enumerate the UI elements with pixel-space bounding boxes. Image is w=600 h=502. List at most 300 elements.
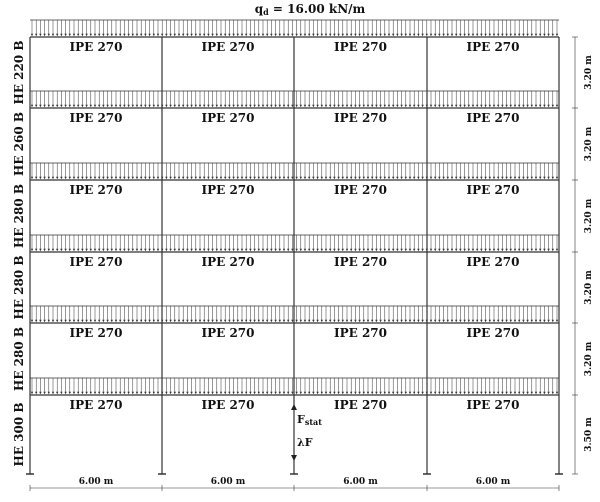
load-arrow-head	[455, 392, 457, 394]
load-arrow-head	[434, 249, 436, 251]
load-arrow-head	[308, 249, 310, 251]
load-arrow-head	[153, 34, 155, 36]
load-arrow-head	[384, 105, 386, 107]
beam-label: IPE 270	[69, 255, 123, 269]
load-arrow-head	[468, 392, 470, 394]
load-arrow-head	[157, 320, 159, 322]
load-arrow-head	[190, 249, 192, 251]
load-arrow-head	[94, 392, 96, 394]
load-arrow-head	[178, 177, 180, 179]
load-arrow-head	[442, 249, 444, 251]
load-arrow-head	[476, 105, 478, 107]
load-arrow-head	[69, 249, 71, 251]
load-arrow-head	[274, 105, 276, 107]
load-arrow-head	[442, 34, 444, 36]
load-arrow-head	[35, 34, 37, 36]
beam-label: IPE 270	[466, 183, 520, 197]
load-arrow-head	[337, 34, 339, 36]
load-arrow-head	[400, 392, 402, 394]
load-arrow-head	[510, 249, 512, 251]
load-arrow-head	[207, 34, 209, 36]
load-arrow-head	[258, 177, 260, 179]
load-arrow-head	[329, 320, 331, 322]
load-arrow-head	[363, 177, 365, 179]
load-arrow-head	[178, 105, 180, 107]
load-arrow-head	[476, 34, 478, 36]
load-arrow-head	[476, 177, 478, 179]
load-arrow-head	[300, 105, 302, 107]
load-arrow-head	[119, 392, 121, 394]
load-arrow-head	[123, 105, 125, 107]
load-arrow-head	[195, 392, 197, 394]
load-arrow-head	[52, 320, 54, 322]
load-arrow-head	[48, 249, 50, 251]
load-arrow-head	[102, 249, 104, 251]
load-arrow-head	[447, 34, 449, 36]
load-arrow-head	[543, 249, 545, 251]
load-arrow-head	[430, 34, 432, 36]
load-arrow-head	[216, 177, 218, 179]
beam-label: IPE 270	[466, 398, 520, 412]
load-arrow-head	[358, 320, 360, 322]
load-arrow-head	[153, 320, 155, 322]
load-arrow-head	[123, 34, 125, 36]
load-arrow-head	[81, 320, 83, 322]
load-arrow-head	[354, 320, 356, 322]
load-arrow-head	[253, 249, 255, 251]
load-arrow-head	[220, 249, 222, 251]
load-arrow-head	[73, 177, 75, 179]
load-arrow-head	[77, 320, 79, 322]
load-arrow-head	[522, 320, 524, 322]
load-arrow-head	[274, 392, 276, 394]
column-label: HE 260 B	[12, 111, 26, 177]
load-arrow-head	[73, 392, 75, 394]
bay-width-label: 6.00 m	[475, 477, 511, 487]
load-arrow-head	[493, 105, 495, 107]
load-arrow-head	[77, 105, 79, 107]
load-arrow-head	[417, 392, 419, 394]
load-arrow-head	[262, 177, 264, 179]
beam-label: IPE 270	[201, 40, 255, 54]
load-arrow-head	[535, 392, 537, 394]
load-arrow-head	[484, 249, 486, 251]
load-arrow-head	[405, 320, 407, 322]
load-arrow-head	[249, 392, 251, 394]
load-arrow-head	[325, 249, 327, 251]
load-arrow-head	[514, 177, 516, 179]
load-arrow-head	[77, 249, 79, 251]
load-arrow-head	[531, 34, 533, 36]
load-arrow-head	[375, 320, 377, 322]
load-arrow-head	[94, 34, 96, 36]
load-arrow-head	[531, 392, 533, 394]
load-arrow-head	[39, 34, 41, 36]
load-arrow-head	[556, 105, 558, 107]
load-arrow-head	[287, 177, 289, 179]
bay-width-label: 6.00 m	[343, 477, 378, 487]
load-arrow-head	[430, 177, 432, 179]
story-height-label: 3.20 m	[584, 341, 594, 377]
load-arrow-head	[157, 105, 159, 107]
load-arrow-head	[245, 320, 247, 322]
beam-label: IPE 270	[333, 398, 388, 412]
load-arrow-head	[531, 105, 533, 107]
load-arrow-head	[291, 34, 293, 36]
static-force-symbol: F	[297, 413, 305, 426]
load-arrow-head	[291, 177, 293, 179]
load-arrow-head	[207, 177, 209, 179]
load-arrow-head	[31, 177, 33, 179]
load-arrow-head	[354, 105, 356, 107]
load-arrow-head	[111, 177, 113, 179]
load-arrow-head	[346, 392, 348, 394]
beam-label: IPE 270	[333, 255, 388, 269]
load-arrow-head	[266, 34, 268, 36]
load-arrow-head	[409, 105, 411, 107]
load-arrow-head	[379, 34, 381, 36]
load-arrow-head	[279, 177, 281, 179]
load-arrow-head	[127, 177, 129, 179]
load-arrow-head	[535, 320, 537, 322]
load-arrow-head	[518, 249, 520, 251]
load-arrow-head	[337, 249, 339, 251]
load-arrow-head	[388, 249, 390, 251]
load-arrow-head	[245, 34, 247, 36]
load-arrow-head	[245, 249, 247, 251]
load-arrow-head	[400, 320, 402, 322]
load-arrow-head	[195, 320, 197, 322]
load-arrow-head	[237, 392, 239, 394]
load-arrow-head	[447, 105, 449, 107]
load-arrow-head	[304, 105, 306, 107]
load-arrow-head	[283, 177, 285, 179]
load-arrow-head	[140, 392, 142, 394]
load-arrow-head	[216, 249, 218, 251]
load-arrow-head	[48, 177, 50, 179]
load-arrow-head	[94, 249, 96, 251]
load-arrow-head	[211, 249, 213, 251]
load-arrow-head	[253, 34, 255, 36]
load-arrow-head	[52, 105, 54, 107]
load-arrow-head	[552, 320, 554, 322]
load-arrow-head	[207, 249, 209, 251]
load-arrow-head	[308, 34, 310, 36]
load-arrow-head	[153, 392, 155, 394]
load-arrow-head	[367, 249, 369, 251]
load-arrow-head	[539, 177, 541, 179]
load-arrow-head	[417, 320, 419, 322]
load-arrow-head	[211, 320, 213, 322]
load-arrow-head	[325, 177, 327, 179]
load-arrow-head	[375, 105, 377, 107]
load-arrow-head	[543, 177, 545, 179]
load-arrow-head	[522, 105, 524, 107]
load-arrow-head	[48, 320, 50, 322]
load-arrow-head	[258, 249, 260, 251]
load-arrow-head	[329, 105, 331, 107]
beam-label: IPE 270	[69, 183, 123, 197]
load-arrow-head	[127, 320, 129, 322]
load-arrow-head	[392, 177, 394, 179]
load-arrow-head	[484, 34, 486, 36]
load-arrow-head	[153, 249, 155, 251]
dynamic-force-arrow-head	[291, 455, 297, 461]
load-arrow-head	[358, 105, 360, 107]
load-arrow-head	[199, 320, 201, 322]
load-arrow-head	[266, 249, 268, 251]
load-arrow-head	[56, 249, 58, 251]
load-arrow-head	[241, 177, 243, 179]
load-arrow-head	[211, 392, 213, 394]
load-arrow-head	[35, 249, 37, 251]
load-arrow-head	[211, 177, 213, 179]
load-arrow-head	[224, 34, 226, 36]
load-arrow-head	[220, 320, 222, 322]
beam-label: IPE 270	[466, 255, 520, 269]
load-arrow-head	[539, 320, 541, 322]
load-arrow-head	[274, 320, 276, 322]
load-arrow-head	[501, 177, 503, 179]
load-arrow-head	[463, 177, 465, 179]
load-arrow-head	[241, 249, 243, 251]
load-arrow-head	[153, 105, 155, 107]
load-arrow-head	[52, 177, 54, 179]
load-arrow-head	[350, 34, 352, 36]
load-arrow-head	[447, 177, 449, 179]
load-arrow-head	[295, 177, 297, 179]
load-arrow-head	[459, 249, 461, 251]
dynamic-force-label: λF	[297, 436, 313, 449]
load-arrow-head	[178, 249, 180, 251]
load-arrow-head	[438, 249, 440, 251]
load-arrow-head	[77, 392, 79, 394]
load-arrow-head	[304, 34, 306, 36]
load-arrow-head	[90, 320, 92, 322]
load-arrow-head	[157, 392, 159, 394]
load-arrow-head	[94, 105, 96, 107]
load-arrow-head	[463, 249, 465, 251]
load-arrow-head	[321, 320, 323, 322]
load-arrow-head	[379, 392, 381, 394]
load-arrow-head	[43, 105, 45, 107]
load-arrow-head	[132, 392, 134, 394]
load-arrow-head	[106, 249, 108, 251]
load-arrow-head	[85, 392, 87, 394]
load-arrow-head	[224, 320, 226, 322]
load-arrow-head	[169, 34, 171, 36]
load-arrow-head	[182, 105, 184, 107]
load-arrow-head	[300, 249, 302, 251]
load-arrow-head	[64, 34, 66, 36]
load-arrow-head	[514, 392, 516, 394]
load-arrow-head	[371, 105, 373, 107]
load-arrow-head	[337, 320, 339, 322]
load-arrow-head	[308, 177, 310, 179]
load-arrow-head	[438, 177, 440, 179]
load-arrow-head	[455, 320, 457, 322]
load-arrow-head	[556, 34, 558, 36]
load-arrow-head	[497, 249, 499, 251]
load-arrow-head	[39, 177, 41, 179]
story-dimensions	[572, 37, 578, 474]
load-arrow-head	[123, 320, 125, 322]
load-arrow-head	[73, 34, 75, 36]
load-arrow-head	[535, 249, 537, 251]
load-arrow-head	[329, 249, 331, 251]
load-arrow-head	[60, 320, 62, 322]
load-arrow-head	[253, 320, 255, 322]
load-arrow-head	[253, 392, 255, 394]
load-arrow-head	[69, 177, 71, 179]
load-arrow-head	[547, 105, 549, 107]
load-arrow-head	[279, 105, 281, 107]
load-arrow-head	[316, 392, 318, 394]
static-force-arrow-head	[291, 404, 297, 410]
load-arrow-head	[371, 320, 373, 322]
load-arrow-head	[447, 249, 449, 251]
load-arrow-head	[484, 392, 486, 394]
load-arrow-head	[346, 249, 348, 251]
load-arrow-head	[409, 34, 411, 36]
load-arrow-head	[438, 34, 440, 36]
load-arrow-head	[274, 177, 276, 179]
load-arrow-head	[98, 320, 100, 322]
load-arrow-head	[186, 392, 188, 394]
load-arrow-head	[43, 249, 45, 251]
load-arrow-head	[279, 34, 281, 36]
load-arrow-head	[413, 392, 415, 394]
column-label: HE 220 B	[12, 40, 26, 105]
load-arrow-head	[312, 249, 314, 251]
load-arrow-head	[480, 249, 482, 251]
load-arrow-head	[342, 34, 344, 36]
load-arrow-head	[421, 105, 423, 107]
load-arrow-head	[266, 392, 268, 394]
load-arrow-head	[270, 177, 272, 179]
load-arrow-head	[203, 392, 205, 394]
load-arrow-head	[174, 105, 176, 107]
load-arrow-head	[342, 105, 344, 107]
load-arrow-head	[119, 249, 121, 251]
load-arrow-head	[396, 392, 398, 394]
load-arrow-head	[526, 392, 528, 394]
load-arrow-head	[442, 320, 444, 322]
load-arrow-head	[333, 320, 335, 322]
load-arrow-head	[505, 249, 507, 251]
load-arrow-head	[148, 392, 150, 394]
load-arrow-head	[94, 177, 96, 179]
load-arrow-head	[148, 105, 150, 107]
load-arrow-head	[165, 105, 167, 107]
load-arrow-head	[358, 34, 360, 36]
load-arrow-head	[316, 105, 318, 107]
bay-width-label: 6.00 m	[210, 477, 246, 487]
load-arrow-head	[186, 105, 188, 107]
load-arrow-head	[73, 249, 75, 251]
load-arrow-head	[342, 320, 344, 322]
load-arrow-head	[274, 34, 276, 36]
load-arrow-head	[522, 177, 524, 179]
load-arrow-head	[396, 249, 398, 251]
load-arrow-head	[350, 249, 352, 251]
load-arrow-head	[148, 320, 150, 322]
load-arrow-head	[367, 392, 369, 394]
load-arrow-head	[195, 34, 197, 36]
load-arrow-head	[144, 34, 146, 36]
load-arrow-head	[157, 34, 159, 36]
load-arrow-head	[493, 249, 495, 251]
load-arrow-head	[132, 105, 134, 107]
load-arrow-head	[148, 177, 150, 179]
load-arrow-head	[169, 177, 171, 179]
load-arrow-head	[556, 177, 558, 179]
load-arrow-head	[245, 105, 247, 107]
load-arrow-head	[405, 249, 407, 251]
load-arrow-head	[69, 105, 71, 107]
load-arrow-head	[304, 249, 306, 251]
load-arrow-head	[346, 177, 348, 179]
load-arrow-head	[64, 177, 66, 179]
load-arrow-head	[220, 105, 222, 107]
load-arrow-head	[48, 392, 50, 394]
load-arrow-head	[526, 320, 528, 322]
load-arrow-head	[283, 105, 285, 107]
load-arrow-head	[266, 320, 268, 322]
load-arrow-head	[367, 177, 369, 179]
load-arrow-head	[388, 320, 390, 322]
load-arrow-head	[535, 34, 537, 36]
load-arrow-head	[396, 177, 398, 179]
load-arrow-head	[136, 177, 138, 179]
load-arrow-head	[451, 105, 453, 107]
load-arrow-head	[455, 177, 457, 179]
load-arrow-head	[203, 177, 205, 179]
load-arrow-head	[497, 392, 499, 394]
load-arrow-head	[417, 34, 419, 36]
load-arrow-head	[358, 249, 360, 251]
load-arrow-head	[241, 105, 243, 107]
load-arrow-head	[295, 105, 297, 107]
load-label	[255, 2, 366, 17]
load-arrow-head	[484, 320, 486, 322]
load-arrow-head	[468, 34, 470, 36]
load-arrow-head	[287, 105, 289, 107]
load-arrow-head	[321, 177, 323, 179]
load-arrow-head	[140, 320, 142, 322]
load-arrow-head	[539, 392, 541, 394]
load-arrow-head	[199, 105, 201, 107]
load-arrow-head	[43, 34, 45, 36]
column-label: HE 280 B	[12, 183, 26, 249]
load-arrow-head	[127, 392, 129, 394]
load-arrow-head	[396, 320, 398, 322]
load-arrow-head	[476, 392, 478, 394]
load-arrow-head	[480, 177, 482, 179]
load-arrow-head	[266, 177, 268, 179]
load-arrow-head	[300, 320, 302, 322]
load-arrow-head	[459, 177, 461, 179]
load-arrow-head	[312, 105, 314, 107]
load-arrow-head	[489, 320, 491, 322]
load-arrow-head	[195, 249, 197, 251]
load-arrow-head	[249, 105, 251, 107]
load-arrow-head	[316, 34, 318, 36]
load-arrow-head	[522, 34, 524, 36]
load-arrow-head	[547, 177, 549, 179]
load-arrow-head	[123, 392, 125, 394]
load-arrow-head	[308, 392, 310, 394]
